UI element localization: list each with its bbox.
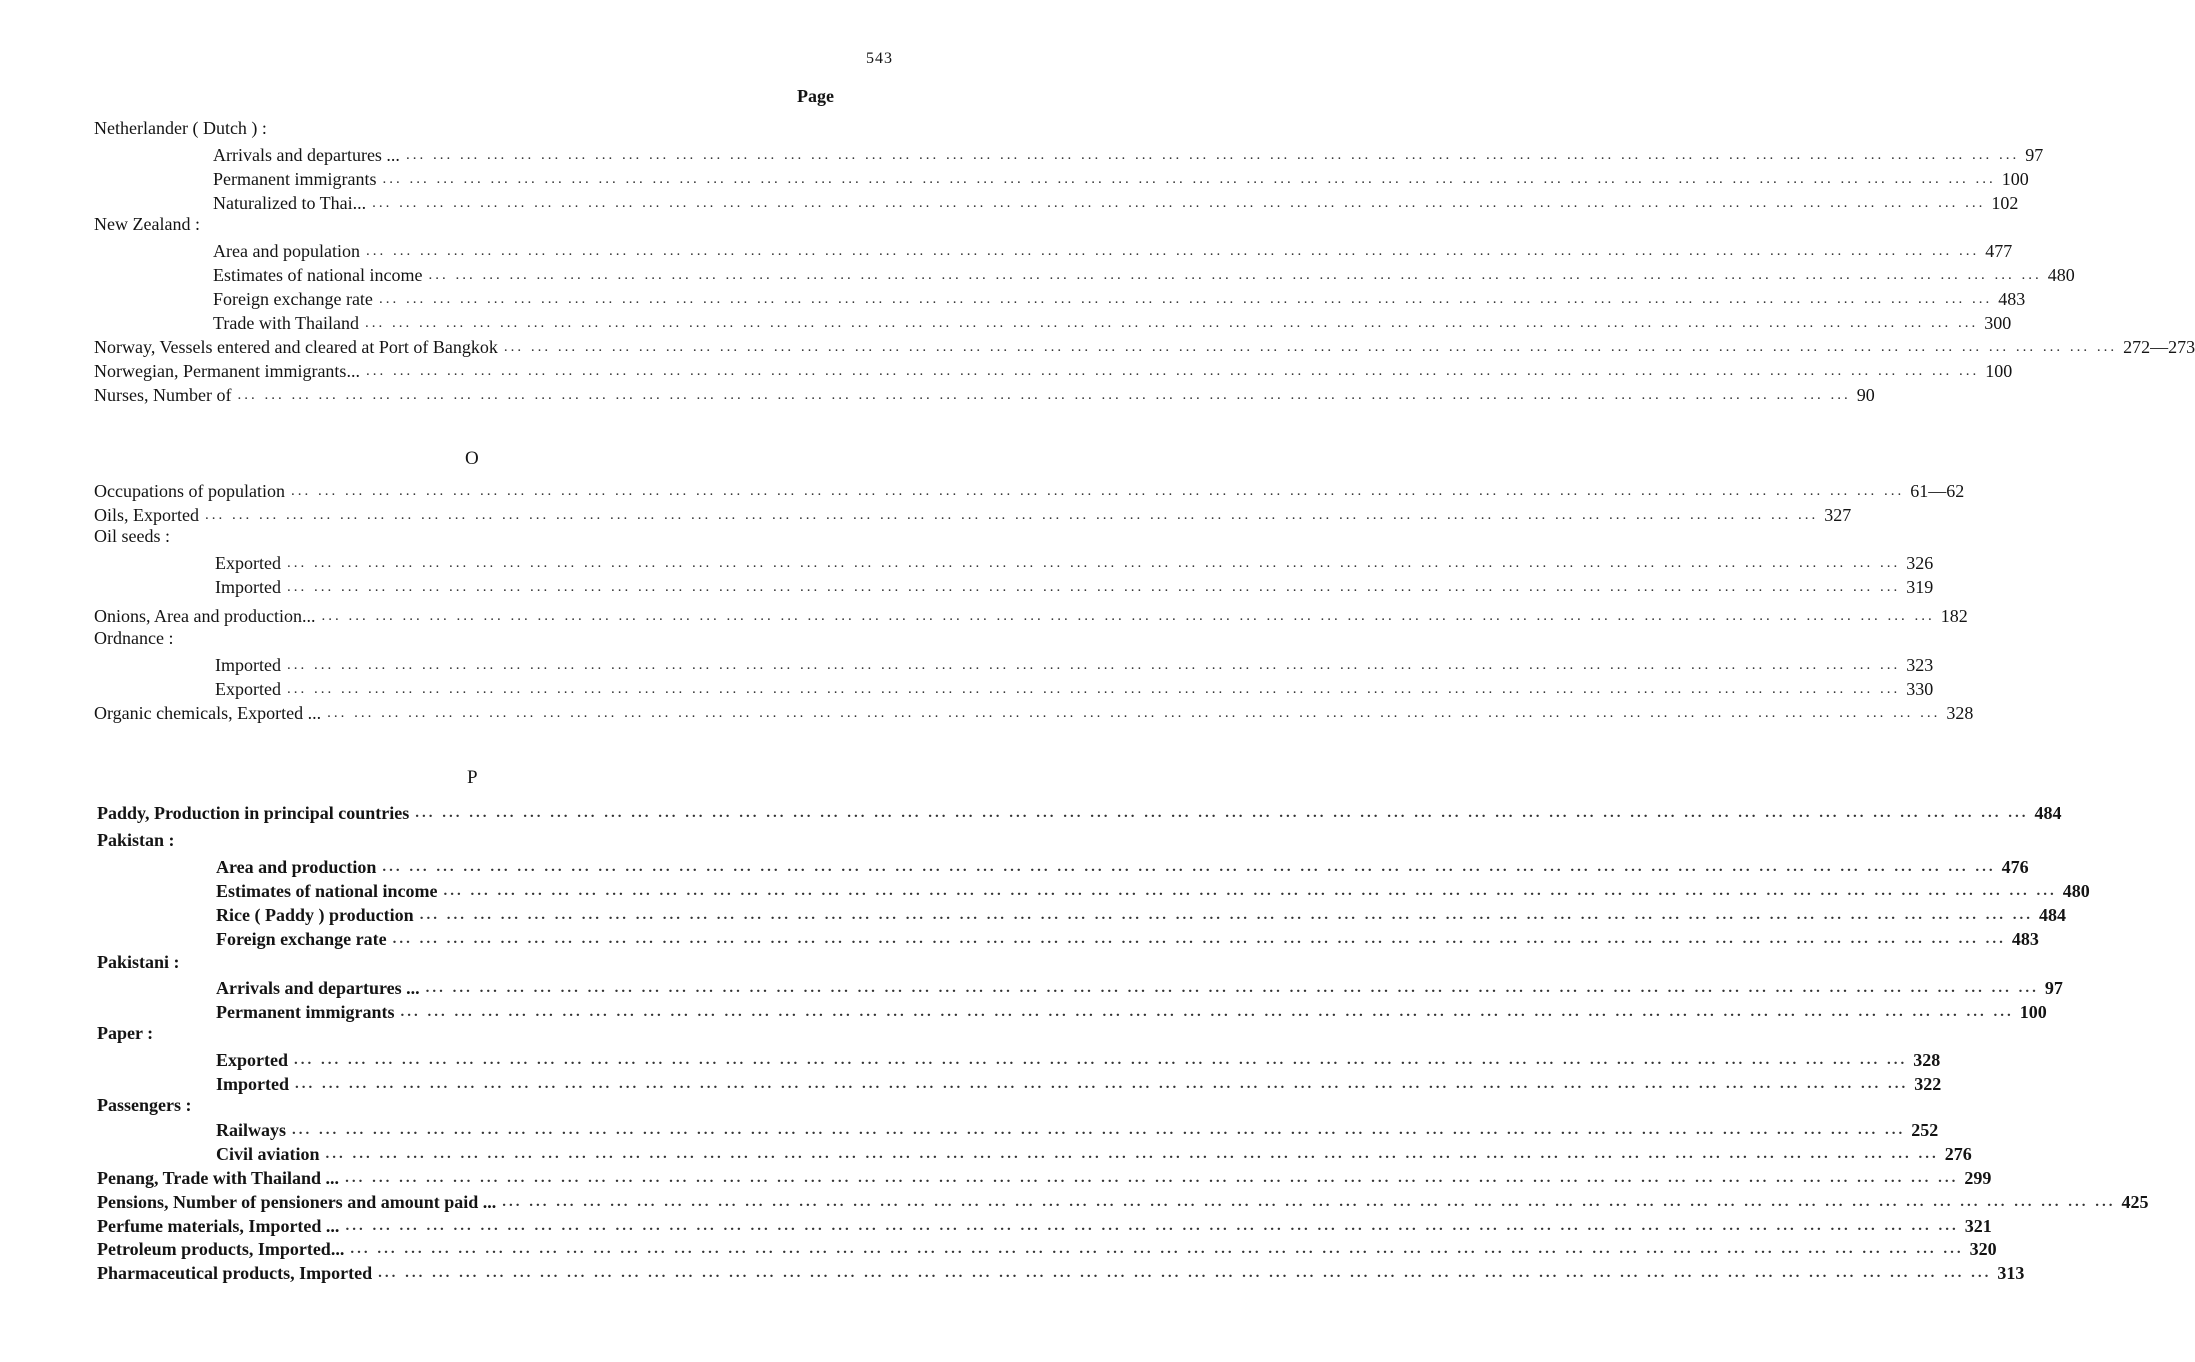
entry-label: Organic chemicals, Exported ...: [94, 703, 322, 723]
entry-label: Rice ( Paddy ) production: [216, 905, 414, 925]
index-subentry: [216, 1071, 1942, 1095]
page-reference: 100: [2019, 1002, 2047, 1022]
page-reference: 321: [1964, 1216, 1992, 1236]
dot-leader: ... ... ... ... ... ... ... ... ... ... ... ... ... ... ... ... ... ... ... ... ... ... ... ... ... ... ... ... ... ... ... ... ... ... ... ... ... ... ... ... ... ... ... ... ... ... ... ... ... ... ... ... ... ... ... ... ... ... ... ...: [321, 608, 1935, 624]
index-heading: Oil seeds :: [94, 526, 170, 546]
index-entry: [97, 1236, 1997, 1260]
entry-label: Exported: [216, 1050, 288, 1070]
page-reference: 483: [1998, 289, 2026, 309]
entry-label: Pharmaceutical products, Imported: [97, 1263, 373, 1283]
entry-label: Naturalized to Thai...: [213, 193, 367, 213]
index-heading: Passengers :: [97, 1095, 192, 1115]
dot-leader: ... ... ... ... ... ... ... ... ... ... ... ... ... ... ... ... ... ... ... ... ... ... ... ... ... ... ... ... ... ... ... ... ... ... ... ... ... ... ... ... ... ... ... ... ... ... ... ... ... ... ... ... ... ... ... ... ... ... ... ...: [350, 1241, 1964, 1257]
index-entry: [94, 358, 2013, 382]
index-subentry: [215, 550, 1934, 574]
index-subentry: [216, 926, 2039, 950]
dot-leader: ... ... ... ... ... ... ... ... ... ... ... ... ... ... ... ... ... ... ... ... ... ... ... ... ... ... ... ... ... ... ... ... ... ... ... ... ... ... ... ... ... ... ... ... ... ... ... ... ... ... ... ... ... ... ... ... ... ... ... ...: [365, 363, 1980, 379]
dot-leader: ... ... ... ... ... ... ... ... ... ... ... ... ... ... ... ... ... ... ... ... ... ... ... ... ... ... ... ... ... ... ... ... ... ... ... ... ... ... ... ... ... ... ... ... ... ... ... ... ... ... ... ... ... ... ... ... ... ... ... ...: [503, 339, 2118, 355]
index-entry: [97, 1165, 1992, 1189]
index-heading: Ordnance :: [94, 628, 174, 648]
dot-leader: ... ... ... ... ... ... ... ... ... ... ... ... ... ... ... ... ... ... ... ... ... ... ... ... ... ... ... ... ... ... ... ... ... ... ... ... ... ... ... ... ... ... ... ... ... ... ... ... ... ... ... ... ... ... ... ... ... ... ... ...: [205, 507, 1819, 523]
index-subentry: [215, 676, 1934, 700]
dot-leader: ... ... ... ... ... ... ... ... ... ... ... ... ... ... ... ... ... ... ... ... ... ... ... ... ... ... ... ... ... ... ... ... ... ... ... ... ... ... ... ... ... ... ... ... ... ... ... ... ... ... ... ... ... ... ... ... ... ... ... ...: [286, 681, 1901, 697]
page-reference: 252: [1911, 1120, 1939, 1140]
entry-label: Permanent immigrants: [213, 169, 377, 189]
entry-label: Nurses, Number of: [94, 385, 232, 405]
page-reference: 100: [1985, 361, 2013, 381]
page-reference: 319: [1906, 577, 1934, 597]
dot-leader: ... ... ... ... ... ... ... ... ... ... ... ... ... ... ... ... ... ... ... ... ... ... ... ... ... ... ... ... ... ... ... ... ... ... ... ... ... ... ... ... ... ... ... ... ... ... ... ... ... ... ... ... ... ... ... ... ... ... ... ...: [400, 1004, 2014, 1020]
page-reference: 90: [1856, 385, 1875, 405]
page-reference: 97: [2044, 978, 2063, 998]
index-subentry: [213, 190, 2019, 214]
page-reference: 480: [2047, 265, 2075, 285]
index-subentry: [216, 1117, 1939, 1141]
entry-label: Permanent immigrants: [216, 1002, 395, 1022]
entry-label: Area and population: [213, 241, 360, 261]
page-reference: 484: [2038, 905, 2066, 925]
dot-leader: ... ... ... ... ... ... ... ... ... ... ... ... ... ... ... ... ... ... ... ... ... ... ... ... ... ... ... ... ... ... ... ... ... ... ... ... ... ... ... ... ... ... ... ... ... ... ... ... ... ... ... ... ... ... ... ... ... ... ... ...: [365, 315, 1979, 331]
index-entry: [97, 1189, 2149, 1213]
page-reference: 300: [1984, 313, 2012, 333]
entry-label: Petroleum products, Imported...: [97, 1239, 345, 1259]
entry-label: Pensions, Number of pensioners and amount paid ...: [97, 1192, 497, 1212]
index-subentry: [216, 999, 2047, 1023]
index-subentry: [213, 166, 2029, 190]
dot-leader: ... ... ... ... ... ... ... ... ... ... ... ... ... ... ... ... ... ... ... ... ... ... ... ... ... ... ... ... ... ... ... ... ... ... ... ... ... ... ... ... ... ... ... ... ... ... ... ... ... ... ... ... ... ... ... ... ... ... ... ...: [345, 1218, 1959, 1234]
index-subentry: [216, 854, 2029, 878]
index-subentry: [216, 975, 2063, 999]
index-subentry: [216, 902, 2066, 926]
dot-leader: ... ... ... ... ... ... ... ... ... ... ... ... ... ... ... ... ... ... ... ... ... ... ... ... ... ... ... ... ... ... ... ... ... ... ... ... ... ... ... ... ... ... ... ... ... ... ... ... ... ... ... ... ... ... ... ... ... ... ... ...: [292, 1122, 1906, 1138]
entry-label: Civil aviation: [216, 1144, 320, 1164]
page-reference: 484: [2034, 803, 2062, 823]
page-number: 543: [866, 50, 893, 67]
dot-leader: ... ... ... ... ... ... ... ... ... ... ... ... ... ... ... ... ... ... ... ... ... ... ... ... ... ... ... ... ... ... ... ... ... ... ... ... ... ... ... ... ... ... ... ... ... ... ... ... ... ... ... ... ... ... ... ... ... ... ... ...: [286, 555, 1901, 571]
dot-leader: ... ... ... ... ... ... ... ... ... ... ... ... ... ... ... ... ... ... ... ... ... ... ... ... ... ... ... ... ... ... ... ... ... ... ... ... ... ... ... ... ... ... ... ... ... ... ... ... ... ... ... ... ... ... ... ... ... ... ... ...: [405, 147, 2020, 163]
index-entry: [94, 700, 1974, 724]
dot-leader: ... ... ... ... ... ... ... ... ... ... ... ... ... ... ... ... ... ... ... ... ... ... ... ... ... ... ... ... ... ... ... ... ... ... ... ... ... ... ... ... ... ... ... ... ... ... ... ... ... ... ... ... ... ... ... ... ... ... ... ...: [294, 1052, 1908, 1068]
entry-label: Norwegian, Permanent immigrants...: [94, 361, 360, 381]
dot-leader: ... ... ... ... ... ... ... ... ... ... ... ... ... ... ... ... ... ... ... ... ... ... ... ... ... ... ... ... ... ... ... ... ... ... ... ... ... ... ... ... ... ... ... ... ... ... ... ... ... ... ... ... ... ... ... ... ... ... ... ...: [382, 859, 1996, 875]
entry-label: Exported: [215, 679, 281, 699]
index-entry: [97, 800, 2062, 824]
index-heading: New Zealand :: [94, 214, 200, 234]
section-letter: P: [467, 767, 478, 788]
index-subentry: [213, 142, 2044, 166]
index-heading: Netherlander ( Dutch ) :: [94, 118, 267, 138]
dot-leader: ... ... ... ... ... ... ... ... ... ... ... ... ... ... ... ... ... ... ... ... ... ... ... ... ... ... ... ... ... ... ... ... ... ... ... ... ... ... ... ... ... ... ... ... ... ... ... ... ... ... ... ... ... ... ... ... ... ... ... ...: [290, 483, 1905, 499]
entry-label: Trade with Thailand: [213, 313, 359, 333]
index-subentry: [213, 286, 2026, 310]
page-reference: 477: [1985, 241, 2013, 261]
page-reference: 61—62: [1910, 481, 1965, 501]
page-reference: 313: [1997, 1263, 2025, 1283]
index-subentry: [216, 1047, 1941, 1071]
index-subentry: [215, 652, 1934, 676]
entry-label: Occupations of population: [94, 481, 285, 501]
dot-leader: ... ... ... ... ... ... ... ... ... ... ... ... ... ... ... ... ... ... ... ... ... ... ... ... ... ... ... ... ... ... ... ... ... ... ... ... ... ... ... ... ... ... ... ... ... ... ... ... ... ... ... ... ... ... ... ... ... ... ... ...: [327, 705, 1941, 721]
index-entry: [94, 603, 1968, 627]
index-entry: [94, 478, 1965, 502]
page-reference: 320: [1969, 1239, 1997, 1259]
entry-label: Railways: [216, 1120, 287, 1140]
index-entry: [94, 382, 1875, 406]
dot-leader: ... ... ... ... ... ... ... ... ... ... ... ... ... ... ... ... ... ... ... ... ... ... ... ... ... ... ... ... ... ... ... ... ... ... ... ... ... ... ... ... ... ... ... ... ... ... ... ... ... ... ... ... ... ... ... ... ... ... ... ...: [345, 1170, 1959, 1186]
entry-label: Paddy, Production in principal countries: [97, 803, 410, 823]
entry-label: Onions, Area and production...: [94, 606, 316, 626]
entry-label: Imported: [215, 577, 281, 597]
page-reference: 326: [1906, 553, 1934, 573]
page-reference: 328: [1946, 703, 1974, 723]
page-reference: 102: [1991, 193, 2019, 213]
entry-label: Penang, Trade with Thailand ...: [97, 1168, 340, 1188]
index-subentry: [213, 238, 2013, 262]
page-reference: 483: [2011, 929, 2039, 949]
index-subentry: [215, 574, 1934, 598]
entry-label: Exported: [215, 553, 281, 573]
page-reference: 327: [1824, 505, 1852, 525]
page-reference: 425: [2121, 1192, 2149, 1212]
dot-leader: ... ... ... ... ... ... ... ... ... ... ... ... ... ... ... ... ... ... ... ... ... ... ... ... ... ... ... ... ... ... ... ... ... ... ... ... ... ... ... ... ... ... ... ... ... ... ... ... ... ... ... ... ... ... ... ... ... ... ... ...: [415, 805, 2029, 821]
index-subentry: [216, 1141, 1972, 1165]
page-reference: 328: [1913, 1050, 1941, 1070]
entry-label: Norway, Vessels entered and cleared at Port of Bangkok: [94, 337, 498, 357]
index-entry: [97, 1213, 1992, 1237]
dot-leader: ... ... ... ... ... ... ... ... ... ... ... ... ... ... ... ... ... ... ... ... ... ... ... ... ... ... ... ... ... ... ... ... ... ... ... ... ... ... ... ... ... ... ... ... ... ... ... ... ... ... ... ... ... ... ... ... ... ... ... ...: [378, 1265, 1992, 1281]
page-reference: 272—273: [2123, 337, 2195, 357]
page-reference: 100: [2001, 169, 2029, 189]
dot-leader: ... ... ... ... ... ... ... ... ... ... ... ... ... ... ... ... ... ... ... ... ... ... ... ... ... ... ... ... ... ... ... ... ... ... ... ... ... ... ... ... ... ... ... ... ... ... ... ... ... ... ... ... ... ... ... ... ... ... ... ...: [286, 579, 1901, 595]
index-heading: Paper :: [97, 1023, 154, 1043]
index-heading: Pakistani :: [97, 952, 180, 972]
dot-leader: ... ... ... ... ... ... ... ... ... ... ... ... ... ... ... ... ... ... ... ... ... ... ... ... ... ... ... ... ... ... ... ... ... ... ... ... ... ... ... ... ... ... ... ... ... ... ... ... ... ... ... ... ... ... ... ... ... ... ... ...: [286, 657, 1901, 673]
dot-leader: ... ... ... ... ... ... ... ... ... ... ... ... ... ... ... ... ... ... ... ... ... ... ... ... ... ... ... ... ... ... ... ... ... ... ... ... ... ... ... ... ... ... ... ... ... ... ... ... ... ... ... ... ... ... ... ... ... ... ... ...: [372, 195, 1986, 211]
entry-label: Foreign exchange rate: [213, 289, 373, 309]
entry-label: Perfume materials, Imported ...: [97, 1216, 340, 1236]
page-reference: 299: [1964, 1168, 1992, 1188]
entry-label: Imported: [215, 655, 281, 675]
entry-label: Imported: [216, 1074, 289, 1094]
entry-label: Arrivals and departures ...: [216, 978, 420, 998]
index-entry: [94, 334, 2195, 358]
entry-label: Estimates of national income: [216, 881, 438, 901]
dot-leader: ... ... ... ... ... ... ... ... ... ... ... ... ... ... ... ... ... ... ... ... ... ... ... ... ... ... ... ... ... ... ... ... ... ... ... ... ... ... ... ... ... ... ... ... ... ... ... ... ... ... ... ... ... ... ... ... ... ... ... ...: [502, 1194, 2116, 1210]
page-reference: 476: [2001, 857, 2029, 877]
dot-leader: ... ... ... ... ... ... ... ... ... ... ... ... ... ... ... ... ... ... ... ... ... ... ... ... ... ... ... ... ... ... ... ... ... ... ... ... ... ... ... ... ... ... ... ... ... ... ... ... ... ... ... ... ... ... ... ... ... ... ... ...: [428, 267, 2042, 283]
page-reference: 330: [1906, 679, 1934, 699]
dot-leader: ... ... ... ... ... ... ... ... ... ... ... ... ... ... ... ... ... ... ... ... ... ... ... ... ... ... ... ... ... ... ... ... ... ... ... ... ... ... ... ... ... ... ... ... ... ... ... ... ... ... ... ... ... ... ... ... ... ... ... ...: [295, 1076, 1909, 1092]
dot-leader: ... ... ... ... ... ... ... ... ... ... ... ... ... ... ... ... ... ... ... ... ... ... ... ... ... ... ... ... ... ... ... ... ... ... ... ... ... ... ... ... ... ... ... ... ... ... ... ... ... ... ... ... ... ... ... ... ... ... ... ...: [378, 291, 1993, 307]
entry-label: Area and production: [216, 857, 377, 877]
dot-leader: ... ... ... ... ... ... ... ... ... ... ... ... ... ... ... ... ... ... ... ... ... ... ... ... ... ... ... ... ... ... ... ... ... ... ... ... ... ... ... ... ... ... ... ... ... ... ... ... ... ... ... ... ... ... ... ... ... ... ... ...: [392, 931, 2006, 947]
page-reference: 97: [2025, 145, 2044, 165]
index-entry: [94, 502, 1852, 526]
entry-label: Arrivals and departures ...: [213, 145, 400, 165]
dot-leader: ... ... ... ... ... ... ... ... ... ... ... ... ... ... ... ... ... ... ... ... ... ... ... ... ... ... ... ... ... ... ... ... ... ... ... ... ... ... ... ... ... ... ... ... ... ... ... ... ... ... ... ... ... ... ... ... ... ... ... ...: [365, 243, 1980, 259]
dot-leader: ... ... ... ... ... ... ... ... ... ... ... ... ... ... ... ... ... ... ... ... ... ... ... ... ... ... ... ... ... ... ... ... ... ... ... ... ... ... ... ... ... ... ... ... ... ... ... ... ... ... ... ... ... ... ... ... ... ... ... ...: [443, 883, 2057, 899]
entry-label: Foreign exchange rate: [216, 929, 387, 949]
dot-leader: ... ... ... ... ... ... ... ... ... ... ... ... ... ... ... ... ... ... ... ... ... ... ... ... ... ... ... ... ... ... ... ... ... ... ... ... ... ... ... ... ... ... ... ... ... ... ... ... ... ... ... ... ... ... ... ... ... ... ... ...: [325, 1146, 1939, 1162]
page-reference: 276: [1944, 1144, 1972, 1164]
index-entry: [97, 1260, 2025, 1284]
page-reference: 182: [1940, 606, 1968, 626]
page-reference: 480: [2062, 881, 2090, 901]
index-subentry: [213, 262, 2075, 286]
dot-leader: ... ... ... ... ... ... ... ... ... ... ... ... ... ... ... ... ... ... ... ... ... ... ... ... ... ... ... ... ... ... ... ... ... ... ... ... ... ... ... ... ... ... ... ... ... ... ... ... ... ... ... ... ... ... ... ... ... ... ... ...: [419, 907, 2033, 923]
dot-leader: ... ... ... ... ... ... ... ... ... ... ... ... ... ... ... ... ... ... ... ... ... ... ... ... ... ... ... ... ... ... ... ... ... ... ... ... ... ... ... ... ... ... ... ... ... ... ... ... ... ... ... ... ... ... ... ... ... ... ... ...: [425, 980, 2039, 996]
section-letter: O: [465, 448, 479, 469]
dot-leader: ... ... ... ... ... ... ... ... ... ... ... ... ... ... ... ... ... ... ... ... ... ... ... ... ... ... ... ... ... ... ... ... ... ... ... ... ... ... ... ... ... ... ... ... ... ... ... ... ... ... ... ... ... ... ... ... ... ... ... ...: [237, 387, 1851, 403]
dot-leader: ... ... ... ... ... ... ... ... ... ... ... ... ... ... ... ... ... ... ... ... ... ... ... ... ... ... ... ... ... ... ... ... ... ... ... ... ... ... ... ... ... ... ... ... ... ... ... ... ... ... ... ... ... ... ... ... ... ... ... ...: [382, 171, 1996, 187]
index-heading: Pakistan :: [97, 830, 175, 850]
page-column-header: Page: [797, 86, 834, 106]
page-reference: 323: [1906, 655, 1934, 675]
page-reference: 322: [1914, 1074, 1942, 1094]
index-subentry: [216, 878, 2090, 902]
index-subentry: [213, 310, 2012, 334]
entry-label: Estimates of national income: [213, 265, 423, 285]
entry-label: Oils, Exported: [94, 505, 199, 525]
